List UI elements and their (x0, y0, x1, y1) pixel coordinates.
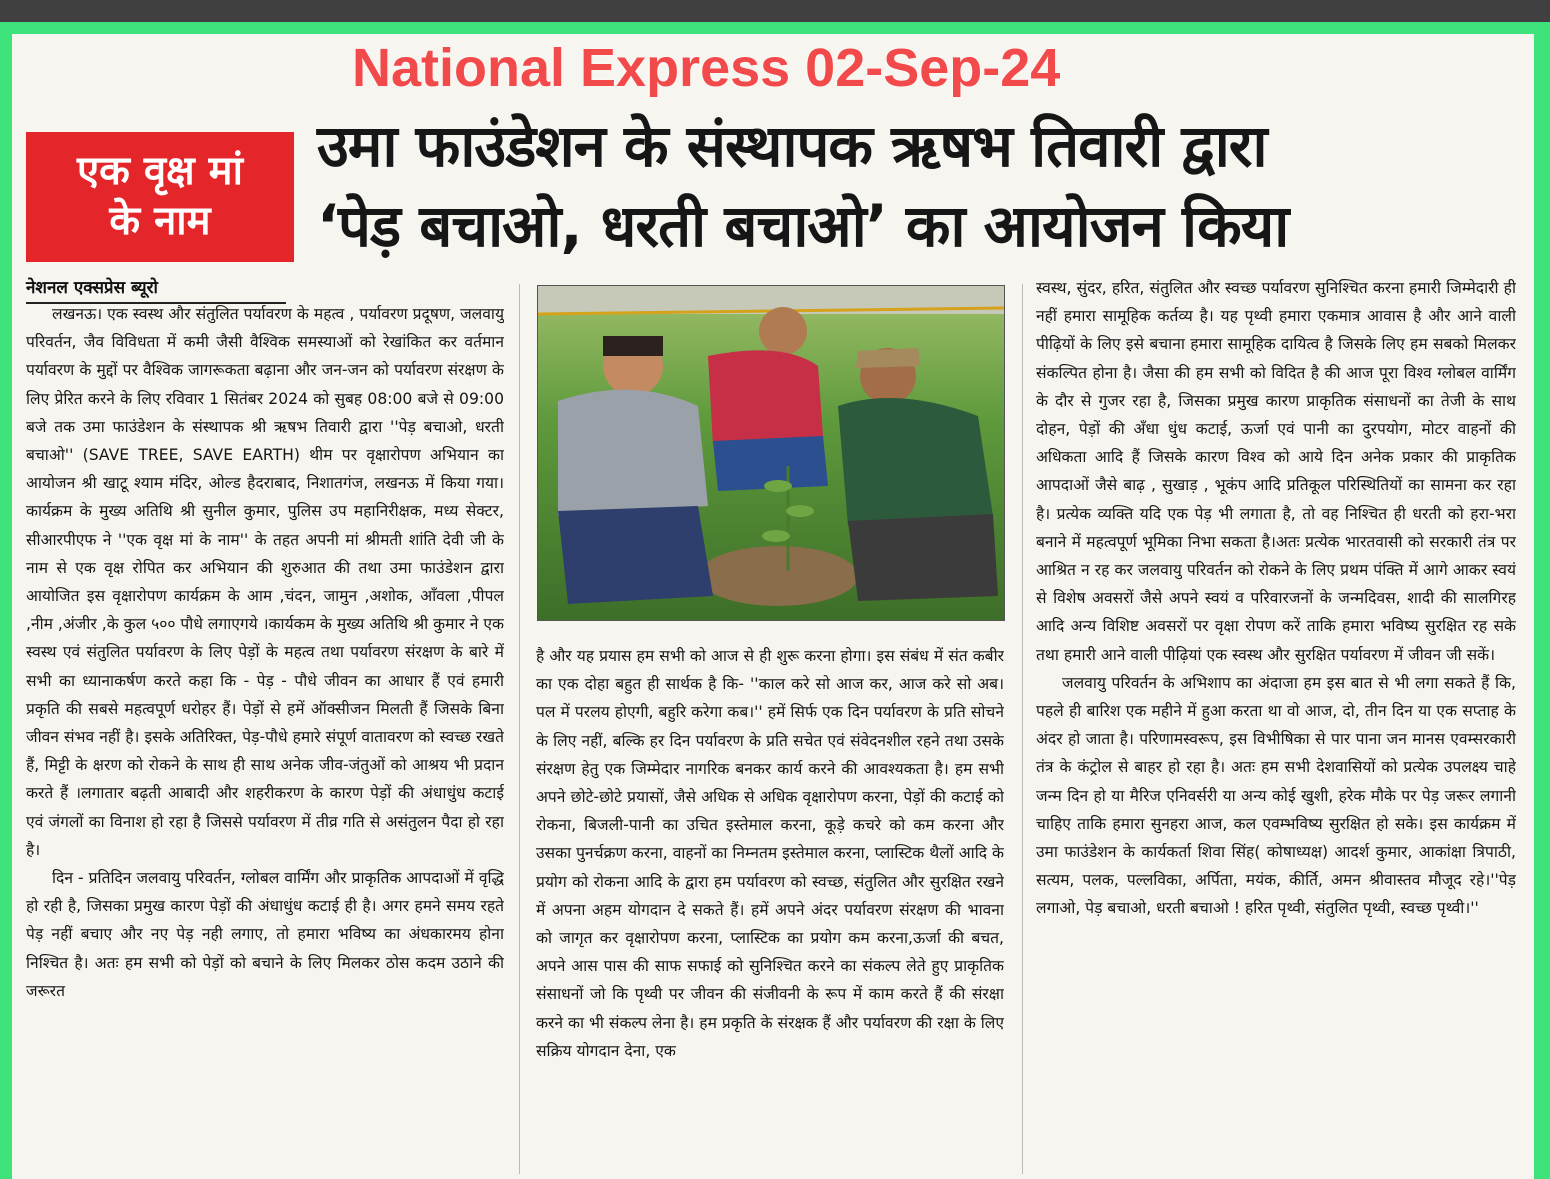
article-column-1 (26, 300, 504, 1176)
headline (317, 106, 1517, 276)
column-divider (1022, 284, 1023, 1174)
paragraph: लखनऊ। एक स्वस्थ और संतुलित पर्यावरण के महत्व , पर्यावरण प्रदूषण, जलवायु परिवर्तन, जैव विविधता में कमी जैसी वैश्विक समस्याओं को रेखांकित कर वर्तमान पर्यावरण के मुद्दों पर वैश्विक जागरूकता बढ़ाना और जन-जन को पर्यावरण संरक्षण के लिए प्रेरित करने के लिए रविवार 1 सितंबर 2024 को सुबह 08:00 बजे से 09:00 बजे तक उमा फाउंडेशन के संस्थापक श्री ऋषभ तिवारी द्वारा ''पेड़ बचाओ, धरती बचाओ'' (SAVE TREE, SAVE EARTH) थीम पर वृक्षारोपण अभियान का आयोजन श्री खाटू श्याम मंदिर, ओल्ड हैदराबाद, निशातगंज, लखनऊ में किया गया। कार्यक्रम के मुख्य अतिथि श्री सुनील कुमार, पुलिस उप महानिरीक्षक, मध्य सेक्टर, सीआरपीएफ ने ''एक वृक्ष मां के नाम'' के तहत अपनी मां श्रीमती शांति देवी जी के नाम से एक वृक्ष रोपित कर अभियान की शुरुआत की तथा उमा फाउंडेशन द्वारा आयोजित इस वृक्षारोपण कार्यक्रम के आम ,चंदन, जामुन ,अशोक, आँवला ,पीपल ,नीम ,अंजीर ,के कुल ५०० पौधे लगाएगये ।कार्यकम के मुख्य अतिथि श्री कुमार ने एक स्वस्थ एवं संतुलित पर्यावरण के लिए पेड़ों के महत्व तथा पर्यावरण संरक्षण के बारे में सभी का ध्यानाकर्षण करते कहा कि - पेड़ - पौधे जीवन का आधार हैं एवं हमारी प्रकृति की सबसे महत्वपूर्ण धरोहर हैं। पेड़ों से हमें ऑक्सीजन मिलती हैं जिसके बिना जीवन संभव नहीं है। इसके अतिरिक्त, पेड़-पौधे हमारे संपूर्ण वातावरण को स्वच्छ रखते हैं, मिट्टी के क्षरण को रोकने के साथ ही साथ अनेक जीव-जंतुओं को आश्रय भी प्रदान करते हैं ।लगातार बढ़ती आबादी और शहरीकरण के कारण पेड़ों की अंधाधुंध कटाई एवं जंगलों का विनाश हो रहा है जिससे पर्यावरण में तीव्र गति से असंतुलन पैदा हो रहा है। (26, 305, 504, 859)
article-column-3 (1036, 274, 1516, 1176)
paragraph: दिन - प्रतिदिन जलवायु परिवर्तन, ग्लोबल वार्मिंग और प्राकृतिक आपदाओं में वृद्धि हो रही है, जिसका प्रमुख कारण पेड़ों की अंधाधुंध कटाई ही है। अगर हमने समय रहते पेड़ नहीं बचाए और नए पेड़ नही लगाए, तो हमारा भविष्य का अंधकारमय होना निश्चित है। अतः हम सभी को पेड़ों को बचाने के लिए मिलकर ठोस कदम उठाने की जरूरत (26, 869, 504, 1000)
campaign-badge (26, 132, 294, 262)
newspaper-clipping (12, 34, 1534, 1179)
headline-line-1: उमा फाउंडेशन के संस्थापक ऋषभ तिवारी द्वारा (317, 112, 1267, 180)
badge-line-2: के नाम (109, 198, 211, 244)
column-divider (519, 284, 520, 1174)
article-column-2 (536, 642, 1004, 1176)
byline: नेशनल एक्सप्रेस ब्यूरो (26, 274, 286, 304)
headline-line-2: ‘पेड़ बचाओ, धरती बचाओ’ का आयोजन किया (317, 192, 1289, 260)
paragraph: जलवायु परिवर्तन के अभिशाप का अंदाजा हम इस बात से भी लगा सकते हैं कि, पहले ही बारिश एक महीने में हुआ करता था वो आज, दो, तीन दिन या एक सप्ताह के अंदर हो जाता है। परिणामस्वरूप, इस विभीषिका से पार पाना जन मानस एवम्सरकारी तंत्र के कंट्रोल से बाहर हो रहा है। अतः हम सभी देशवासियों को प्रत्येक उपलक्ष्य चाहे जन्म दिन हो या मैरिज एनिवर्सरी या अन्य कोई खुशी, हरेक मौके पर पेड़ जरूर लगानी चाहिए ताकि हमारा सुनहरा आज, कल एवम्भविष्य सुरक्षित हो सके। इस कार्यक्रम में उमा फाउंडेशन के कार्यकर्ता शिवा सिंह( कोषाध्यक्ष) आदर्श कुमार, आकांक्षा त्रिपाठी, सत्यम, पलक, पल्लविका, अर्पिता, मयंक, कीर्ति, अमन श्रीवास्तव मौजूद रहे।''पेड़ लगाओ, पेड़ बचाओ, धरती बचाओ ! हरित पृथ्वी, संतुलित पृथ्वी, स्वच्छ पृथ्वी।'' (1036, 673, 1516, 918)
photo-illustration (538, 286, 1004, 620)
top-bar (0, 0, 1550, 22)
paragraph: है और यह प्रयास हम सभी को आज से ही शुरू करना होगा। इस संबंध में संत कबीर का एक दोहा बहुत ही सार्थक है कि- ''काल करे सो आज कर, आज करे सो अब। पल में परलय होएगी, बहुरि करेगा कब।'' हमें सिर्फ एक दिन पर्यावरण के प्रति सोचने के लिए नहीं, बल्कि हर दिन पर्यावरण के प्रति सचेत एवं संवेदनशील रहने तथा उसके संरक्षण हेतु एक जिम्मेदार नागरिक बनकर कार्य करने की आवश्यकता है। हम सभी अपने छोटे-छोटे प्रयासों, जैसे अधिक से अधिक वृक्षारोपण करना, पेड़ों की कटाई को रोकना, बिजली-पानी का उचित इस्तेमाल करना, कूड़े कचरे को कम करना और उसका पुनर्चक्रण करना, वाहनों का निम्नतम इस्तेमाल करना, प्लास्टिक थैलों आदि के प्रयोग को रोकना आदि के द्वारा हम पर्यावरण को स्वच्छ, संतुलित और सुरक्षित रखने में अपना अहम योगदान दे सकते हैं। हमें अपने अंदर पर्यावरण संरक्षण की भावना को जागृत कर वृक्षारोपण करना, प्लास्टिक का प्रयोग कम करना,ऊर्जा की बचत, अपने आस पास की साफ सफाई को सुनिश्चित करने का संकल्प लेते हुए प्राकृतिक संसाधनों जो कि पृथ्वी पर जीवन की संजीवनी के रूप में काम करते हैं की संरक्षा करने का भी संकल्प लेना है। हम प्रकृति के संरक्षक हैं और पर्यावरण की रक्षा के लिए सक्रिय योगदान देना, एक (536, 647, 1004, 1060)
paragraph: स्वस्थ, सुंदर, हरित, संतुलित और स्वच्छ पर्यावरण सुनिश्चित करना हमारी जिम्मेदारी ही नहीं हमारा सामूहिक कर्तव्य है। यह पृथ्वी हमारा एकमात्र आवास है और आने वाली पीढ़ियों के लिए इसे बचाना हमारा सामूहिक दायित्व है जिसके लिए हम सबको मिलकर संकल्पित होना है। जैसा की हम सभी को विदित है की आज पूरा विश्व ग्लोबल वार्मिंग के दौर से गुजर रहा है, जिसका प्रमुख कारण प्राकृतिक संसाधनों का तेजी के साथ दोहन, पेड़ों की अँधा धुंध कटाई, ऊर्जा एवं पानी का दुरपयोग, मोटर वाहनों की अधिकता आदि हैं जिसके कारण विश्व को आये दिन अनेक प्रकार की प्राकृतिक आपदाओं जैसे बाढ़ , सुखाड़ , भूकंप आदि प्रतिकूल परिस्थितियों का सामना कर रहा है। प्रत्येक व्यक्ति यदि एक पेड़ भी लगाता है, तो वह निश्चित ही धरती को हरा-भरा बनाने में महत्वपूर्ण भूमिका निभा सकता है।अतः प्रत्येक भारतवासी को सरकारी तंत्र पर आश्रित न रह कर जलवायु परिवर्तन को रोकने के लिए प्रथम पंक्ति में आगे आकर स्वयं से विशेष अवसरों जैसे अपने स्वयं व परिवारजनों के जन्मदिवस, शादी की सालगिरह आदि अन्य विशिष्ट अवसरों पर वृक्षा रोपण करें ताकि हमारा भविष्य सुरक्षित रह सके तथा हमारी आने वाली पीढ़ियां एक स्वस्थ और सुरक्षित पर्यावरण में जीवन जी सकें। (1036, 279, 1516, 664)
badge-line-1: एक वृक्ष मां (77, 148, 243, 194)
green-frame (0, 22, 1550, 1179)
photo-planting-trees (537, 285, 1005, 621)
masthead: National Express 02-Sep-24 (352, 38, 1061, 98)
